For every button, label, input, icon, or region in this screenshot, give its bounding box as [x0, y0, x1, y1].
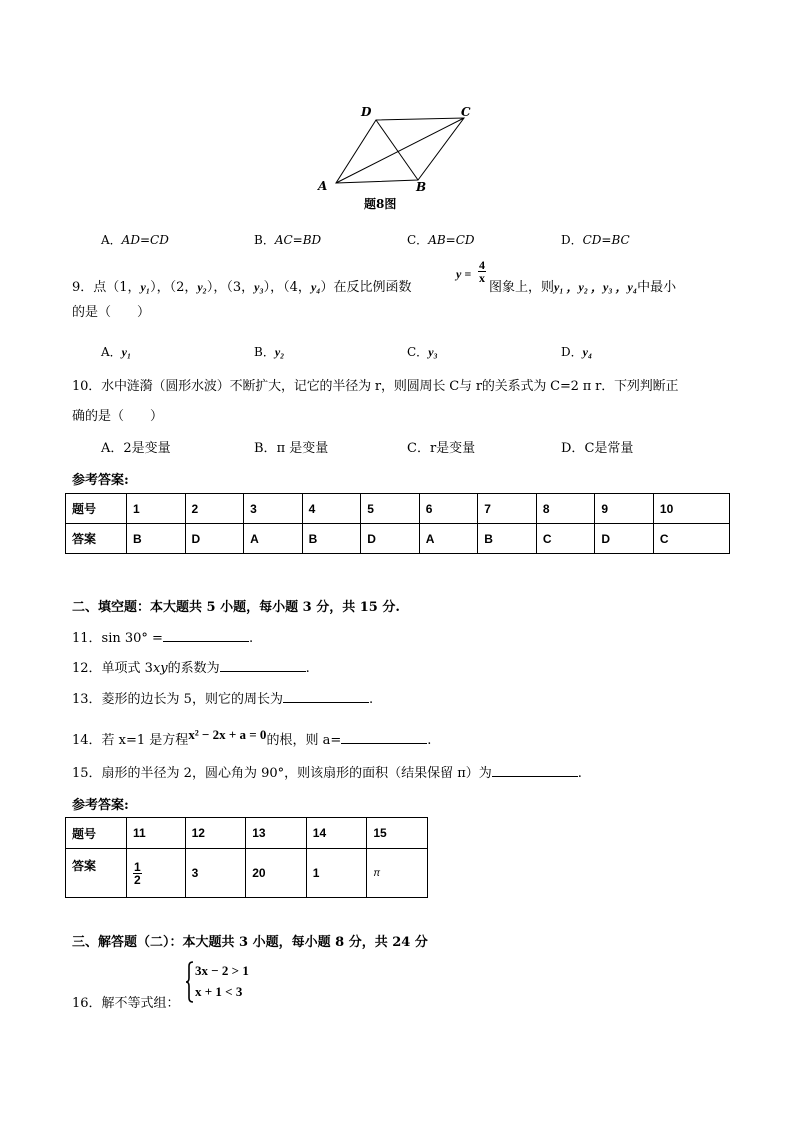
q12-text: 12．单项式 3	[72, 661, 153, 676]
option-letter: D．	[561, 345, 583, 359]
answer-label-cell: 答案	[66, 849, 127, 898]
question-number-cell: 9	[595, 494, 654, 524]
q9-text: 中最小	[637, 280, 677, 295]
section3-title: 三、解答题（二）：本大题共 3 小题，每小题 8 分，共 24 分	[72, 935, 428, 950]
option-text: 2是变量	[123, 441, 171, 456]
y1-symbol: y₁	[140, 280, 151, 294]
inequality-system	[185, 960, 255, 1004]
option-text: y₁	[121, 345, 132, 359]
answer-cell: B	[127, 524, 186, 554]
option-letter: C．	[407, 233, 429, 247]
q15	[72, 762, 582, 781]
q9-text: ）在反比例函数	[320, 280, 412, 295]
point-b-label: B	[416, 180, 427, 194]
answer-cell: 1	[306, 849, 367, 898]
q12	[72, 657, 310, 676]
left-brace-icon	[185, 960, 195, 1004]
q12-variable: xy	[152, 661, 168, 676]
answer-cell: C	[653, 524, 729, 554]
answers1-title: 参考答案:	[72, 473, 129, 488]
q16-label: 16．解不等式组：	[72, 996, 180, 1011]
q10-option-d[interactable]	[561, 437, 633, 456]
option-text: AB=CD	[428, 233, 475, 247]
y-list: y₁ ，y₂ ，y₃ ，y₄	[554, 280, 638, 294]
q9-option-a[interactable]	[101, 343, 131, 360]
q14	[72, 729, 431, 748]
question-number-cell: 12	[185, 818, 246, 849]
section2-title: 二、填空题：本大题共 5 小题，每小题 3 分，共 15 分.	[72, 600, 400, 615]
question-number-cell: 11	[127, 818, 186, 849]
q9-option-d[interactable]	[561, 343, 592, 360]
inequality-1: 3x − 2 > 1	[195, 963, 249, 978]
q8-option-a[interactable]	[101, 231, 169, 248]
q14-text: 的根，则 a=	[266, 733, 342, 748]
option-letter: B．	[254, 345, 275, 359]
q12-text: 的系数为	[167, 661, 220, 676]
q10-option-a[interactable]	[101, 437, 171, 456]
q10-option-b[interactable]	[254, 437, 328, 456]
q8-option-c[interactable]	[407, 231, 475, 248]
answers2-table	[65, 817, 428, 898]
question-number-cell: 5	[361, 494, 420, 524]
q11-text: 11．sin 30° =	[72, 631, 163, 646]
q13	[72, 688, 373, 707]
table-row	[66, 494, 730, 524]
question-number-cell: 3	[244, 494, 303, 524]
q15-text: 15．扇形的半径为 2，圆心角为 90°，则该扇形的面积（结果保留 π）为	[72, 766, 492, 781]
y4-symbol: y₄	[310, 280, 321, 294]
table-row	[66, 818, 428, 849]
option-letter: A．	[101, 345, 122, 359]
table-row	[66, 849, 428, 898]
table-row	[66, 524, 730, 554]
inequality-2: x + 1 < 3	[195, 984, 243, 999]
option-text: y₄	[582, 345, 593, 359]
function-fraction	[478, 259, 486, 284]
period: .	[305, 661, 310, 676]
option-text: r是变量	[429, 441, 476, 456]
q13-answer-blank[interactable]	[283, 690, 369, 703]
option-letter: B．	[254, 441, 277, 456]
q13-text: 13．菱形的边长为 5，则它的周长为	[72, 692, 283, 707]
q9-option-c[interactable]	[407, 343, 438, 360]
answer-cell: π	[367, 849, 428, 898]
y3-symbol: y₃	[254, 280, 264, 294]
fraction-denominator: x	[479, 271, 485, 285]
option-text: AD=CD	[121, 233, 169, 247]
question-number-cell: 2	[185, 494, 244, 524]
answer-cell: D	[595, 524, 654, 554]
answer-cell: 3	[185, 849, 246, 898]
answer-cell: 20	[246, 849, 307, 898]
fraction-denominator: 2	[134, 872, 141, 887]
q14-equation: x² − 2x + a = 0	[188, 727, 267, 742]
answer-fraction	[133, 861, 142, 886]
question-number-cell: 6	[419, 494, 478, 524]
header-label-cell: 题号	[66, 818, 127, 849]
question-number-cell: 15	[367, 818, 428, 849]
q9-text: ），（2，	[150, 280, 198, 295]
answer-cell: B	[302, 524, 361, 554]
option-letter: D．	[561, 441, 585, 456]
figure-caption: 题8图	[364, 197, 397, 211]
q8-option-b[interactable]	[254, 231, 321, 248]
period: .	[427, 733, 432, 748]
q9-text: ），（3，	[206, 280, 255, 295]
q9-stem-line2: 的是（ ）	[72, 305, 151, 320]
q11	[72, 627, 253, 646]
question-number-cell: 10	[653, 494, 729, 524]
q9-text: ），（4，	[263, 280, 311, 295]
answer-cell: A	[244, 524, 303, 554]
q10-stem-line1: 10．水中涟漪（圆形水波）不断扩大，记它的半径为 r，则圆周长 C与 r的关系式为 C=2 π r．下列判断正	[72, 379, 679, 394]
question-number-cell: 7	[478, 494, 537, 524]
question-number-cell: 4	[302, 494, 361, 524]
period: .	[368, 692, 374, 707]
point-a-label: A	[318, 179, 328, 193]
point-c-label: C	[461, 105, 471, 119]
q9-stem-line1-end	[489, 276, 676, 295]
q15-answer-blank[interactable]	[492, 764, 578, 777]
q10-stem-line2: 确的是（ ）	[72, 409, 164, 424]
q14-answer-blank[interactable]	[341, 731, 427, 744]
fraction-numerator: 1	[134, 859, 141, 874]
answer-cell: B	[478, 524, 537, 554]
option-letter: A．	[101, 441, 124, 456]
option-letter: A．	[101, 233, 122, 247]
question-number-cell: 14	[306, 818, 367, 849]
question-number-cell: 1	[127, 494, 186, 524]
parallelogram-diagram	[312, 100, 482, 215]
period: .	[248, 631, 254, 646]
q9-option-b[interactable]	[254, 343, 284, 360]
answers2-title: 参考答案:	[72, 798, 129, 813]
q8-option-d[interactable]	[561, 231, 630, 248]
q9-text: 9．点（1，	[72, 280, 141, 295]
option-text: π 是变量	[276, 441, 329, 456]
question-number-cell: 8	[536, 494, 595, 524]
question-number-cell: 13	[246, 818, 307, 849]
answer-label-cell: 答案	[66, 524, 127, 554]
point-d-label: D	[361, 105, 372, 119]
option-letter: C．	[407, 345, 429, 359]
option-letter: D．	[561, 233, 583, 247]
q10-option-c[interactable]	[407, 437, 475, 456]
answer-cell: A	[419, 524, 478, 554]
answers1-table	[65, 493, 730, 554]
answer-cell	[127, 849, 186, 898]
q9-text: 图象上，则	[489, 280, 555, 295]
header-label-cell: 题号	[66, 494, 127, 524]
parallelogram-figure	[312, 100, 482, 215]
q9-stem-line1	[72, 276, 411, 295]
q12-answer-blank[interactable]	[220, 659, 306, 672]
function-lhs: y =	[456, 267, 472, 281]
option-text: y₂	[274, 345, 285, 359]
q11-answer-blank[interactable]	[163, 629, 249, 642]
q14-text: 14．若 x=1 是方程	[72, 733, 189, 748]
option-letter: B．	[254, 233, 275, 247]
period: .	[577, 766, 582, 781]
answer-cell: D	[361, 524, 420, 554]
option-text: C是常量	[584, 441, 634, 456]
option-text: y₃	[428, 345, 438, 359]
option-text: AC=BD	[274, 233, 322, 247]
answer-cell: D	[185, 524, 244, 554]
y2-symbol: y₂	[197, 280, 207, 294]
fraction-numerator: 4	[479, 258, 485, 272]
option-text: CD=BC	[582, 233, 630, 247]
answer-cell: C	[536, 524, 595, 554]
option-letter: C．	[407, 441, 430, 456]
